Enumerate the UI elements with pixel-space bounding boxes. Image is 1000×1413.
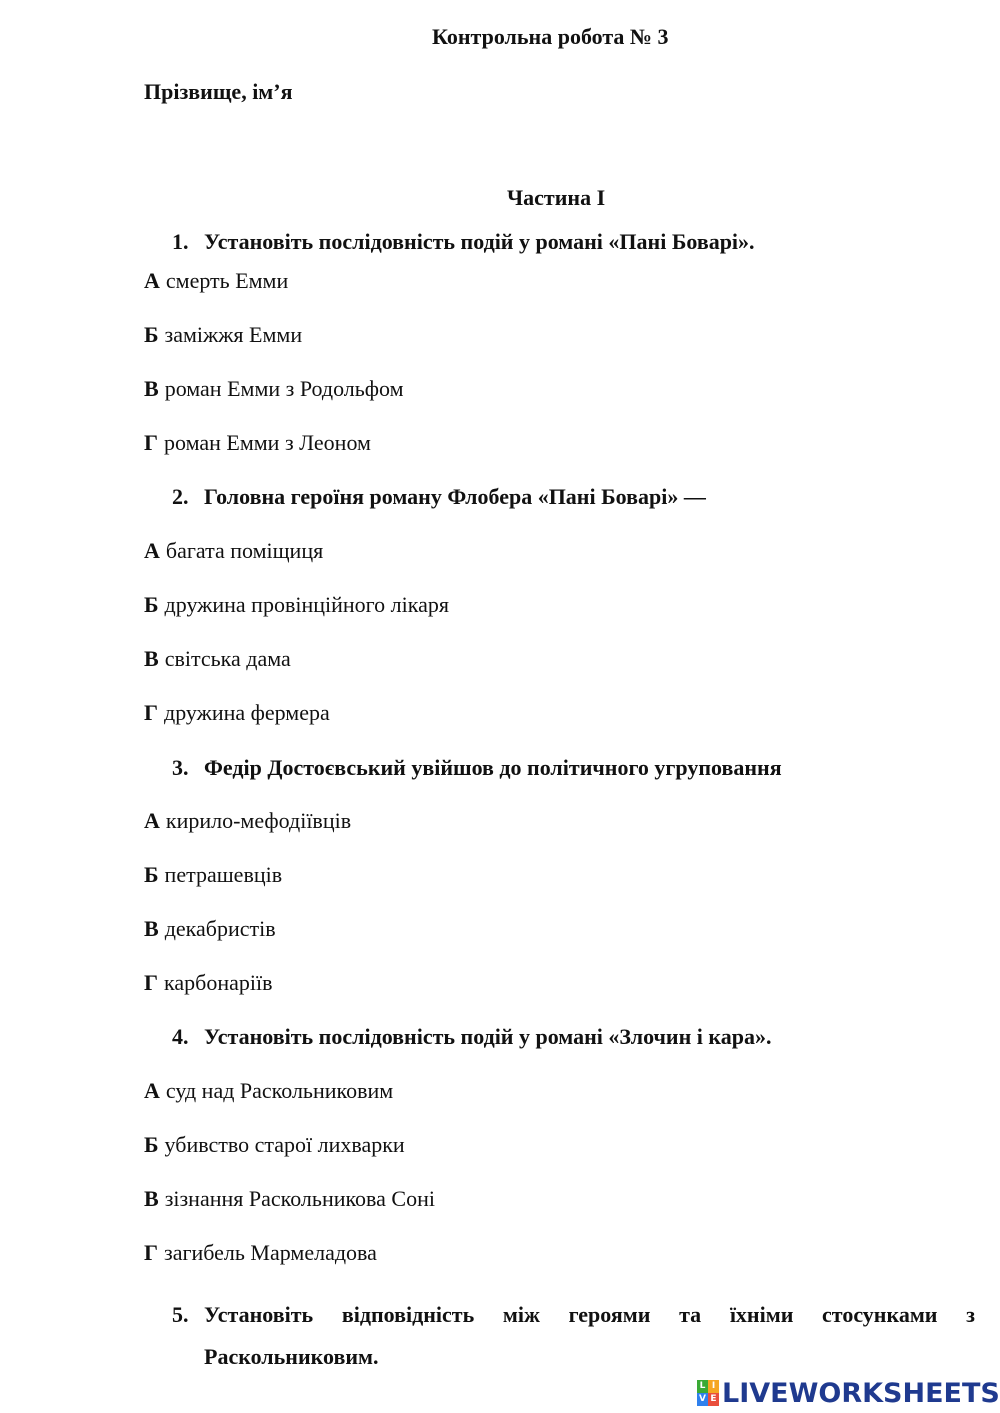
option-letter: Г (144, 1240, 158, 1265)
option-g (144, 430, 371, 456)
option-text: дружина фермера (164, 700, 330, 725)
option-letter: В (144, 916, 159, 941)
option-text: убивство старої лихварки (164, 1132, 405, 1157)
name-label: Прізвище, ім’я (144, 79, 293, 104)
option-letter: А (144, 808, 160, 833)
option-text: багата поміщиця (165, 538, 324, 563)
page-title: Контрольна робота № 3 (432, 24, 669, 49)
option-g (144, 700, 330, 726)
option-g (144, 970, 272, 996)
option-text: заміжжя Емми (164, 322, 303, 347)
option-letter: Б (144, 322, 159, 347)
question-number: 2. (172, 484, 189, 509)
logo-text: LIVEWORKSHEETS (722, 1377, 1000, 1409)
question-text: Установіть послідовність подій у романі «Злочин і кара». (204, 1024, 772, 1049)
question-number: 3. (172, 755, 189, 780)
option-b (144, 862, 282, 888)
option-text: суд над Раскольниковим (165, 1078, 394, 1103)
option-letter: А (144, 538, 160, 563)
option-v (144, 376, 404, 402)
option-letter: Б (144, 592, 159, 617)
question-text: Установіть послідовність подій у романі «Пані Боварі». (204, 229, 755, 254)
option-b (144, 592, 449, 618)
option-a (144, 268, 288, 294)
question-1 (172, 229, 755, 255)
option-text: загибель Мармеладова (164, 1240, 377, 1265)
question-2 (172, 484, 706, 510)
option-letter: Б (144, 1132, 159, 1157)
question-number: 5. (172, 1302, 189, 1327)
option-a (144, 1078, 393, 1104)
option-b (144, 1132, 405, 1158)
option-letter: А (144, 1078, 160, 1103)
option-text: роман Емми з Леоном (164, 430, 371, 455)
option-v (144, 916, 276, 942)
option-letter: Г (144, 700, 158, 725)
option-letter: В (144, 1186, 159, 1211)
option-text: світська дама (164, 646, 291, 671)
option-v (144, 1186, 435, 1212)
part-heading: Частина І (507, 185, 606, 210)
option-text: карбонаріїв (164, 970, 273, 995)
option-letter: Г (144, 970, 158, 995)
option-letter: Б (144, 862, 159, 887)
question-number: 4. (172, 1024, 189, 1049)
option-b (144, 322, 302, 348)
option-letter: Г (144, 430, 158, 455)
question-4 (172, 1024, 771, 1050)
option-text: смерть Емми (165, 268, 289, 293)
option-text: петрашевців (164, 862, 283, 887)
option-letter: В (144, 646, 159, 671)
option-a (144, 538, 323, 564)
question-number: 1. (172, 229, 189, 254)
question-text: Головна героїня роману Флобера «Пані Боварі» — (204, 484, 706, 509)
option-text: роман Емми з Родольфом (164, 376, 404, 401)
option-text: дружина провінційного лікаря (164, 592, 449, 617)
question-5 (172, 1294, 975, 1378)
option-a (144, 808, 351, 834)
option-letter: А (144, 268, 160, 293)
question-text: Федір Достоєвський увійшов до політичного угруповання (204, 755, 782, 780)
option-v (144, 646, 291, 672)
logo-mark-icon: L I V E (697, 1380, 719, 1406)
liveworksheets-logo (697, 1378, 1000, 1408)
option-text: кирило-мефодіївців (165, 808, 352, 833)
question-text: Установіть відповідність між героями та їхніми стосунками з Раскольниковим. (204, 1302, 975, 1369)
option-letter: В (144, 376, 159, 401)
question-3 (172, 755, 782, 781)
option-text: зізнання Раскольникова Соні (164, 1186, 435, 1211)
option-text: декабристів (164, 916, 276, 941)
option-g (144, 1240, 377, 1266)
